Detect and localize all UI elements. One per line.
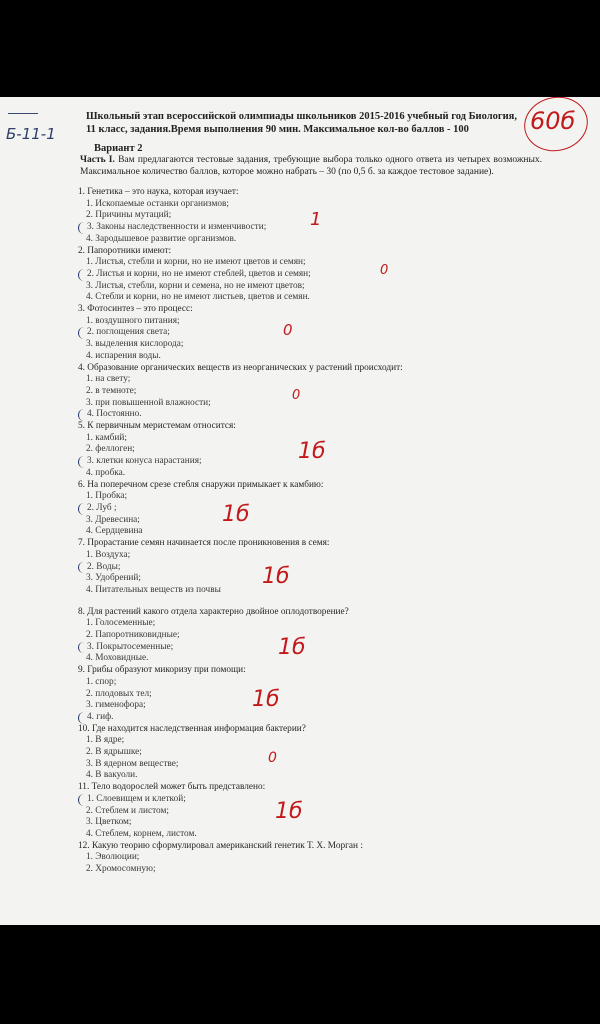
- question-item: [78, 841, 538, 876]
- circled-answer-option: 4. гиф.: [78, 712, 538, 724]
- intro-text: Вам предлагаются тестовые задания, требующие выбора только одного ответа из четырех возможных. Максимальное количество баллов, которое можно набрать – 30 (по 0,5 б. за каждое тестовое задание).: [80, 155, 543, 177]
- answer-option: 3. Цветком;: [86, 817, 132, 828]
- question-list: [78, 187, 538, 876]
- answer-option: 2. Стеблем и листом;: [86, 805, 169, 816]
- answer-option: 1. Пробка;: [86, 491, 128, 502]
- answer-option: 3. гименофора;: [86, 700, 146, 711]
- intro-paragraph: [80, 155, 542, 178]
- question-text: 3. Фотосинтез – это процесс:: [78, 304, 193, 315]
- answer-option: 1. Голосеменные;: [86, 618, 156, 629]
- answer-option: 4. Питательных веществ из почвы: [86, 584, 221, 595]
- question-item: [78, 538, 538, 597]
- answer-option: 2. Причины мутаций;: [86, 210, 172, 221]
- answer-option: 4. Стеблем, корнем, листом.: [86, 828, 197, 839]
- question-item: [78, 246, 538, 305]
- question-item: [78, 480, 538, 539]
- answer-option: 2. в темноте;: [86, 385, 137, 396]
- answer-option: 3. выделения кислорода;: [86, 339, 184, 350]
- margin-line: [8, 113, 38, 114]
- answer-option: 1. Воздуха;: [86, 549, 131, 560]
- question-text: 7. Прорастание семян начинается после проникновения в семя:: [78, 538, 330, 549]
- grader-mark: 1б: [278, 635, 306, 660]
- grader-mark: 0: [268, 750, 277, 766]
- question-text: 2. Папоротники имеют:: [78, 245, 172, 256]
- question-text: 1. Генетика – это наука, которая изучает:: [78, 187, 239, 197]
- grader-mark: 1б: [298, 439, 326, 464]
- question-text: 12. Какую теорию сформулировал американский генетик Т. Х. Морган :: [78, 840, 363, 851]
- answer-option: 4. пробка.: [86, 467, 126, 478]
- answer-option: 1. В ядре;: [86, 735, 125, 746]
- grader-mark: 1б: [275, 799, 303, 824]
- question-item: [78, 187, 538, 246]
- circled-answer-option: 2. Листья и корни, но не имеют стеблей, цветов и семян;: [78, 269, 538, 281]
- question-text: 5. К первичным меристемам относится:: [78, 421, 236, 432]
- answer-option: 1. Листья, стебли и корни, но не имеют цветов и семян;: [86, 257, 306, 268]
- answer-option: 3. при повышенной влажности;: [86, 397, 211, 408]
- grader-mark: 1: [310, 209, 322, 230]
- question-text: 9. Грибы образуют микоризу при помощи:: [78, 665, 246, 676]
- answer-option: 1. Ископаемые останки организмов;: [86, 198, 229, 209]
- grader-mark: 0: [283, 321, 293, 339]
- circled-answer-option: 3. Законы наследственности и изменчивости;: [78, 222, 538, 234]
- answer-option: 4. Стебли и корни, но не имеют листьев, цветов и семян.: [86, 292, 310, 303]
- grader-mark: 0: [380, 263, 389, 278]
- question-text: 11. Тело водорослей может быть представлено:: [78, 782, 266, 793]
- document-page: [0, 97, 600, 925]
- answer-option: 3. Листья, стебли, корни и семена, но не имеют цветов;: [86, 280, 305, 291]
- answer-option: 4. В вакуоли.: [86, 770, 138, 781]
- question-item: [78, 665, 538, 724]
- answer-option: 4. Сердцевина: [86, 526, 143, 537]
- answer-option: 2. Хромосомную;: [86, 864, 156, 875]
- question-item: [78, 607, 538, 666]
- answer-option: 3. Древесина;: [86, 514, 140, 525]
- question-text: 8. Для растений какого отдела характерно двойное оплодотворение?: [78, 606, 349, 617]
- circled-answer-option: 2. Луб ;: [78, 503, 538, 515]
- grader-mark: 1б: [262, 564, 290, 589]
- variant-heading: Вариант 2: [94, 143, 143, 154]
- answer-option: 2. феллоген;: [86, 444, 135, 455]
- question-text: 6. На поперечном срезе стебля снаружи примыкает к камбию:: [78, 479, 324, 490]
- answer-option: 1. Эволюции;: [86, 852, 140, 863]
- circled-answer-option: 2. поглощения света;: [78, 327, 538, 339]
- question-text: 10. Где находится наследственная информация бактерии?: [78, 723, 306, 734]
- question-item: [78, 304, 538, 363]
- answer-option: 2. Папоротниковидные;: [86, 630, 180, 641]
- document-title: Школьный этап всероссийской олимпиады школьников 2015-2016 учебный год Биология, 11 класс, задания.Время выполнения 90 мин. Максимальное кол-во баллов - 100: [86, 111, 517, 135]
- grader-mark: 1б: [252, 687, 280, 712]
- part-label: Часть I.: [80, 155, 115, 165]
- question-item: [78, 363, 538, 422]
- answer-option: 4. Моховидные.: [86, 653, 149, 664]
- spacer: [78, 597, 538, 607]
- question-text: 4. Образование органических веществ из неорганических у растений происходит:: [78, 362, 403, 373]
- circled-answer-option: 4. Постоянно.: [78, 409, 538, 421]
- circled-answer-option: 3. клетки конуса нарастания;: [78, 456, 538, 468]
- answer-option: 4. испарения воды.: [86, 350, 161, 361]
- answer-option: 1. на свету;: [86, 374, 131, 385]
- answer-option: 1. воздушного питания;: [86, 315, 180, 326]
- answer-option: 2. плодовых тел;: [86, 688, 152, 699]
- circled-answer-option: 3. Покрытосеменные;: [78, 642, 538, 654]
- answer-option: 2. В ядрышке;: [86, 747, 142, 758]
- question-item: [78, 724, 538, 783]
- answer-option: 1. спор;: [86, 676, 117, 687]
- answer-option: 3. Удобрений;: [86, 573, 141, 584]
- total-score: 60б: [530, 107, 576, 135]
- grader-mark: 1б: [222, 502, 250, 527]
- grader-mark: 0: [292, 388, 301, 403]
- margin-code: Б-11-1: [6, 125, 56, 143]
- answer-option: 3. В ядерном веществе;: [86, 758, 179, 769]
- question-item: [78, 782, 538, 841]
- answer-option: 4. Зародышевое развитие организмов.: [86, 233, 237, 244]
- answer-option: 1. камбий;: [86, 432, 127, 443]
- circled-answer-option: 1. Слоевищем и клеткой;: [78, 794, 538, 806]
- circled-answer-option: 2. Воды;: [78, 562, 538, 574]
